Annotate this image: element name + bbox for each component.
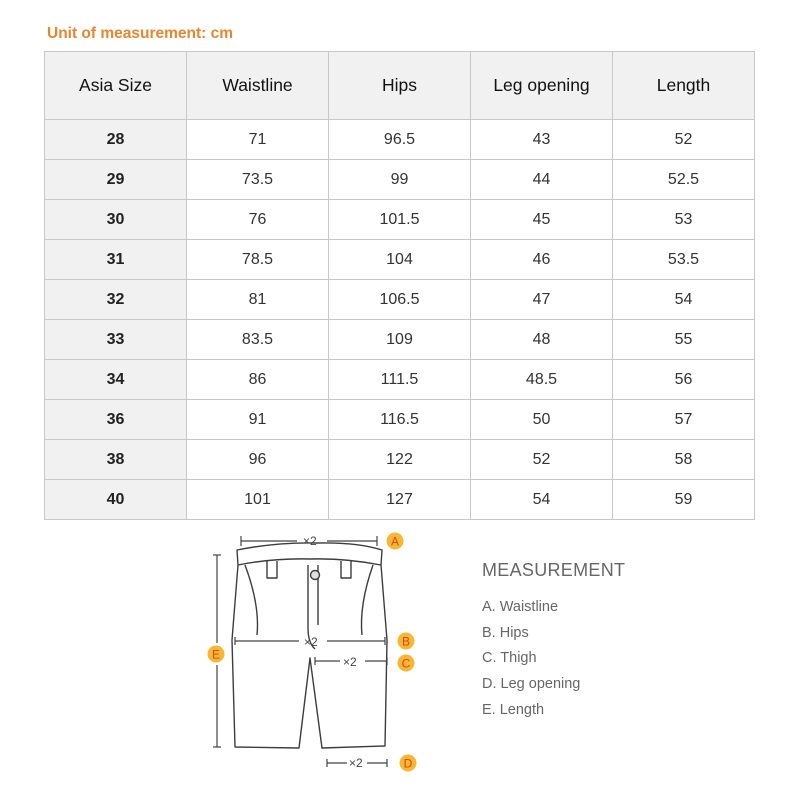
shorts-diagram bbox=[195, 525, 430, 780]
measurement-item: C. Thigh bbox=[482, 650, 537, 667]
cell-leg-opening: 47 bbox=[471, 280, 613, 320]
cell-leg-opening: 45 bbox=[471, 200, 613, 240]
measurement-item: D. Leg opening bbox=[482, 676, 581, 693]
measurement-legend bbox=[482, 560, 625, 723]
cell-size: 33 bbox=[45, 320, 187, 360]
multiplier-label-d: ×2 bbox=[349, 756, 363, 770]
cell-leg-opening: 50 bbox=[471, 400, 613, 440]
cell-hips: 101.5 bbox=[329, 200, 471, 240]
table-row bbox=[45, 360, 755, 400]
marker-c: C bbox=[401, 656, 411, 671]
cell-hips: 109 bbox=[329, 320, 471, 360]
header-leg-opening: Leg opening bbox=[471, 52, 613, 120]
measurement-item: B. Hips bbox=[482, 624, 529, 641]
header-asia-size: Asia Size bbox=[45, 52, 187, 120]
cell-hips: 111.5 bbox=[329, 360, 471, 400]
cell-leg-opening: 46 bbox=[471, 240, 613, 280]
marker-b: B bbox=[401, 634, 411, 649]
table-row bbox=[45, 200, 755, 240]
cell-waistline: 96 bbox=[187, 440, 329, 480]
cell-hips: 104 bbox=[329, 240, 471, 280]
cell-length: 53.5 bbox=[613, 240, 755, 280]
header-waistline: Waistline bbox=[187, 52, 329, 120]
cell-hips: 96.5 bbox=[329, 120, 471, 160]
measurement-item: A. Waistline bbox=[482, 599, 559, 615]
marker-a: A bbox=[390, 534, 400, 549]
cell-size: 30 bbox=[45, 200, 187, 240]
cell-hips: 116.5 bbox=[329, 400, 471, 440]
cell-size: 38 bbox=[45, 440, 187, 480]
cell-hips: 127 bbox=[329, 480, 471, 520]
cell-length: 52 bbox=[613, 120, 755, 160]
cell-length: 52.5 bbox=[613, 160, 755, 200]
cell-length: 56 bbox=[613, 360, 755, 400]
cell-waistline: 73.5 bbox=[187, 160, 329, 200]
table-row bbox=[45, 160, 755, 200]
header-length: Length bbox=[613, 52, 755, 120]
marker-e: E bbox=[211, 647, 221, 662]
measure-lines bbox=[213, 536, 387, 767]
cell-waistline: 71 bbox=[187, 120, 329, 160]
marker-d: D bbox=[403, 756, 413, 771]
cell-waistline: 101 bbox=[187, 480, 329, 520]
cell-leg-opening: 52 bbox=[471, 440, 613, 480]
cell-size: 40 bbox=[45, 480, 187, 520]
table-row bbox=[45, 120, 755, 160]
table-row bbox=[45, 400, 755, 440]
cell-leg-opening: 48 bbox=[471, 320, 613, 360]
table-header-row bbox=[45, 52, 755, 120]
cell-size: 36 bbox=[45, 400, 187, 440]
cell-waistline: 81 bbox=[187, 280, 329, 320]
cell-waistline: 83.5 bbox=[187, 320, 329, 360]
cell-waistline: 76 bbox=[187, 200, 329, 240]
table-row bbox=[45, 280, 755, 320]
multiplier-label-b: ×2 bbox=[304, 635, 318, 649]
cell-hips: 122 bbox=[329, 440, 471, 480]
cell-waistline: 86 bbox=[187, 360, 329, 400]
cell-length: 53 bbox=[613, 200, 755, 240]
cell-size: 34 bbox=[45, 360, 187, 400]
cell-waistline: 91 bbox=[187, 400, 329, 440]
multiplier-label-c: ×2 bbox=[343, 655, 357, 669]
cell-leg-opening: 48.5 bbox=[471, 360, 613, 400]
cell-size: 29 bbox=[45, 160, 187, 200]
cell-size: 28 bbox=[45, 120, 187, 160]
table-row bbox=[45, 440, 755, 480]
multiplier-label-a: ×2 bbox=[303, 534, 317, 548]
cell-leg-opening: 54 bbox=[471, 480, 613, 520]
cell-waistline: 78.5 bbox=[187, 240, 329, 280]
measurement-item: E. Length bbox=[482, 701, 545, 718]
cell-length: 57 bbox=[613, 400, 755, 440]
cell-length: 58 bbox=[613, 440, 755, 480]
measurement-list bbox=[482, 595, 625, 723]
cell-length: 55 bbox=[613, 320, 755, 360]
table-row bbox=[45, 320, 755, 360]
cell-size: 31 bbox=[45, 240, 187, 280]
cell-size: 32 bbox=[45, 280, 187, 320]
size-table bbox=[44, 51, 755, 520]
table-row bbox=[45, 240, 755, 280]
cell-hips: 99 bbox=[329, 160, 471, 200]
cell-leg-opening: 43 bbox=[471, 120, 613, 160]
cell-hips: 106.5 bbox=[329, 280, 471, 320]
cell-length: 54 bbox=[613, 280, 755, 320]
cell-length: 59 bbox=[613, 480, 755, 520]
table-row bbox=[45, 480, 755, 520]
unit-note: Unit of measurement: cm bbox=[47, 25, 234, 42]
measurement-title: MEASUREMENT bbox=[482, 560, 626, 580]
header-hips: Hips bbox=[329, 52, 471, 120]
cell-leg-opening: 44 bbox=[471, 160, 613, 200]
